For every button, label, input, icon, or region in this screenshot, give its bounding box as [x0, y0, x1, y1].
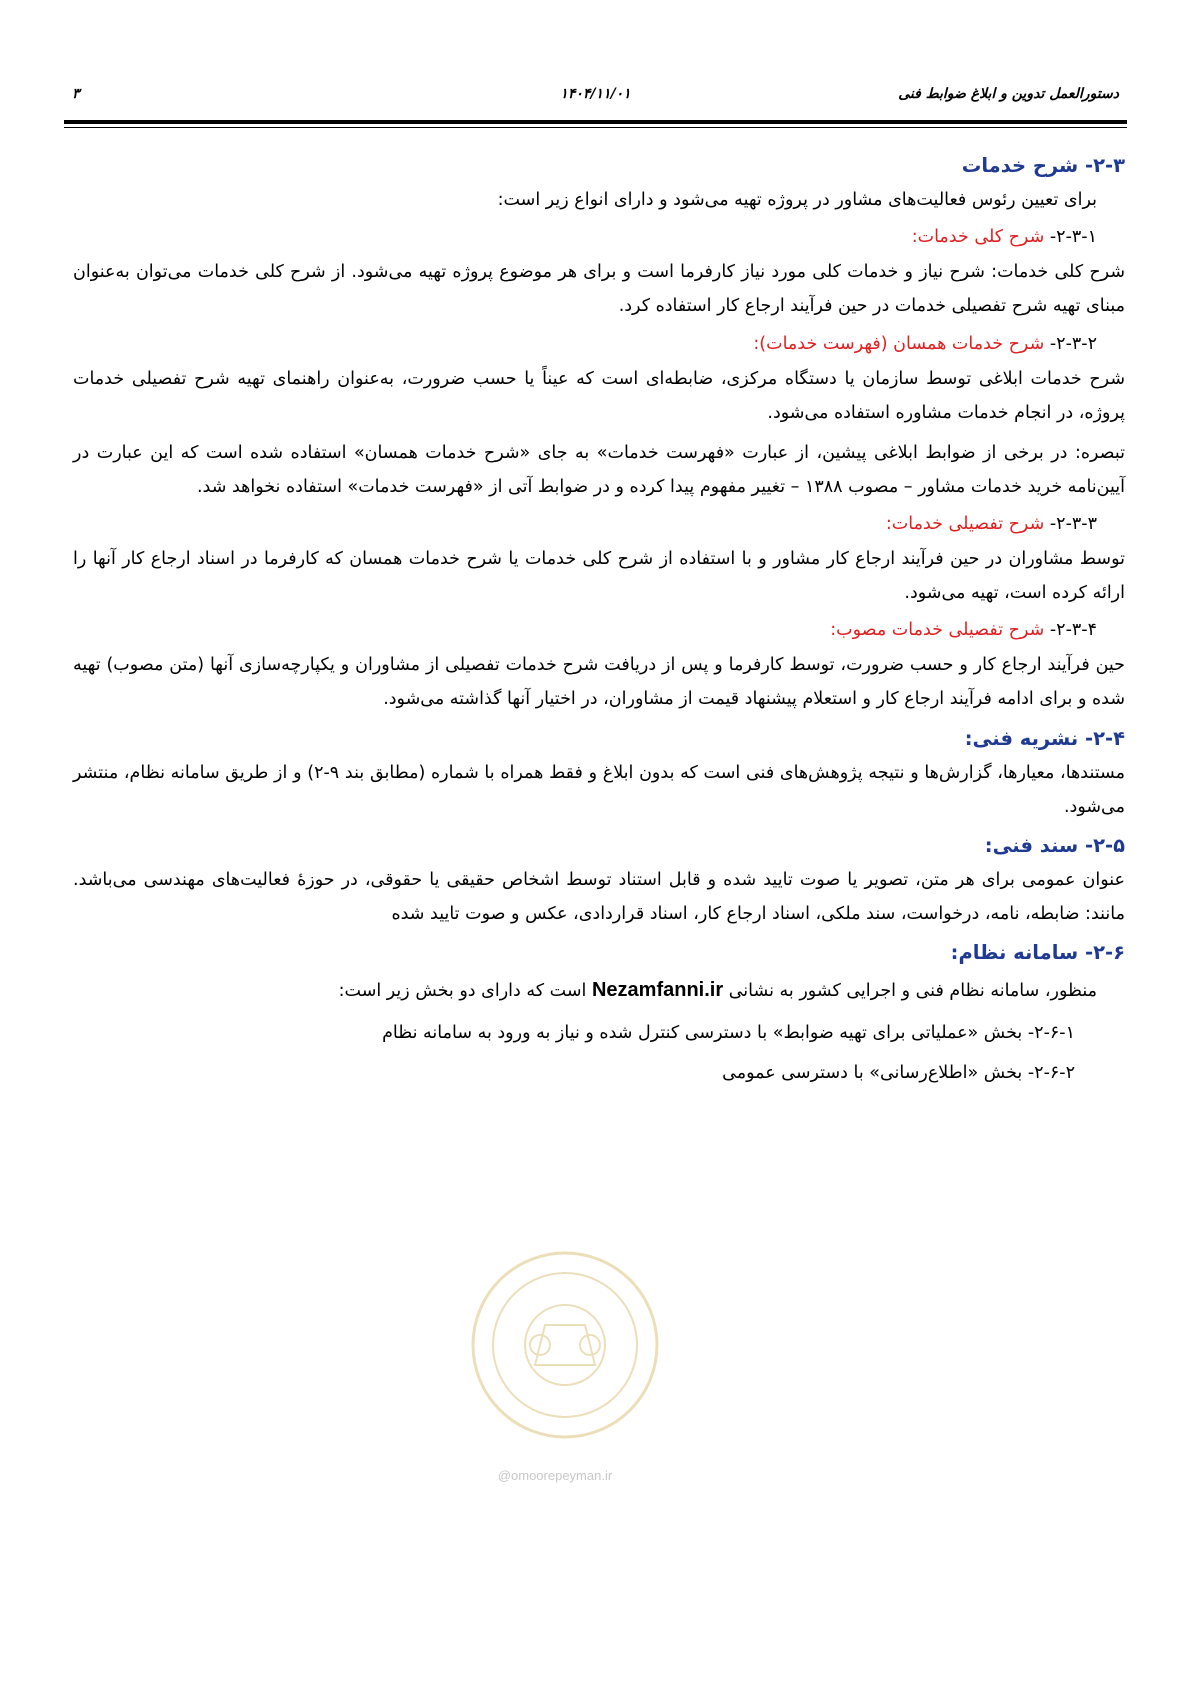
- section-2-4-text: مستندها، معیارها، گزارش‌ها و نتیجه پژوهش‌های فنی است که بدون ابلاغ و فقط همراه با شماره (مطابق بند ۹-۲) و از طریق سامانه نظام، منتشر می‌شود.: [73, 762, 1125, 817]
- subsection-2-3-3-heading: [73, 510, 1125, 538]
- section-2-5-text: عنوان عمومی برای هر متن، تصویر یا صوت تایید شده و قابل استناد توسط اشخاص حقیقی یا حقوقی، در حوزۀ فعالیت‌های مهندسی می‌باشد. مانند: ضابطه، نامه، درخواست، سند ملکی، اسناد ارجاع کار، اسناد قراردادی، عکس و صوت تایید شده: [73, 870, 1125, 925]
- section-heading-2-4: ۲-۴- نشریه فنی:: [964, 726, 1125, 750]
- list-item: ۲-۶-۲- بخش «اطلاع‌رسانی» با دسترسی عمومی: [722, 1062, 1075, 1083]
- header-page-number: ۳: [72, 86, 80, 102]
- subsection-number: ۲-۳-۳-: [1049, 514, 1097, 535]
- watermark-text: @omoorepeyman.ir: [497, 1468, 613, 1483]
- paragraph: شرح خدمات ابلاغی توسط سازمان یا دستگاه مرکزی، ضابطه‌ای است که عیناً یا حسب ضرورت، به‌عنوان راهنمای تهیه شرح تفصیلی خدمات پروژه، در انجام خدمات مشاوره استفاده می‌شود.: [73, 368, 1125, 423]
- paragraph: توسط مشاوران در حین فرآیند ارجاع کار مشاور و با استفاده از شرح کلی خدمات یا شرح خدمات همسان که کارفرما در اسناد ارجاع کار آنها را ارائه کرده است، تهیه می‌شود.: [73, 549, 1125, 604]
- subsection-title: شرح تفصیلی خدمات مصوب:: [830, 620, 1045, 641]
- subsection-2-3-1-heading: [73, 223, 1125, 251]
- section-2-6-text: [73, 971, 1125, 1010]
- seal-stamp-icon: [440, 1245, 690, 1445]
- subsection-title: شرح تفصیلی خدمات:: [885, 514, 1045, 535]
- section-2-6-text-before: منظور، سامانه نظام فنی و اجرایی کشور به نشانی: [728, 980, 1097, 1001]
- subsection-title: شرح خدمات همسان (فهرست خدمات):: [753, 333, 1045, 354]
- header-doc-title: دستورالعمل تدوین و ابلاغ ضوابط فنی: [898, 86, 1119, 102]
- section-2-6-text-after: است که دارای دو بخش زیر است:: [338, 980, 587, 1001]
- page-content: [73, 150, 1125, 1096]
- header-rule-thick: [64, 120, 1127, 124]
- subsection-number: ۲-۳-۱-: [1049, 227, 1097, 248]
- subsection-title: شرح کلی خدمات:: [911, 227, 1045, 248]
- section-heading-2-6: ۲-۶- سامانه نظام:: [950, 941, 1125, 965]
- paragraph: شرح کلی خدمات: شرح نیاز و خدمات کلی مورد نیاز کارفرما است و برای هر موضوع پروژه تهیه می‌شود. از شرح کلی خدمات می‌توان به‌عنوان مبنای تهیه شرح تفصیلی خدمات در حین فرآیند ارجاع کار استفاده کرد.: [73, 262, 1125, 317]
- paragraph-note: تبصره: در برخی از ضوابط ابلاغی پیشین، از عبارت «فهرست خدمات» به جای «شرح خدمات همسان» استفاده شده است که این عبارت در آیین‌نامه خرید خدمات مشاور – مصوب ۱۳۸۸ – تغییر مفهوم پیدا کرده و در ضوابط آتی از «فهرست خدمات» استفاده نخواهد شد.: [73, 442, 1125, 497]
- paragraph: حین فرآیند ارجاع کار و حسب ضرورت، توسط کارفرما و پس از دریافت شرح خدمات تفصیلی از مشاوران و یکپارچه‌سازی آنها (متن مصوب) تهیه شده و برای ادامه فرآیند ارجاع کار و استعلام پیشنهاد قیمت از مشاوران، در اختیار آنها گذاشته می‌شود.: [73, 655, 1125, 710]
- header-date: ۱۴۰۴/۱۱/۰۱: [560, 86, 631, 102]
- subsection-2-3-2-heading: [73, 330, 1125, 358]
- page-header: [72, 86, 1119, 116]
- subsection-2-3-4-heading: [73, 616, 1125, 644]
- section-heading-2-3: ۲-۳- شرح خدمات: [961, 154, 1125, 177]
- site-link[interactable]: Nezamfanni.ir: [591, 978, 724, 1001]
- section-2-3-intro: برای تعیین رئوس فعالیت‌های مشاور در پروژه تهیه می‌شود و دارای انواع زیر است:: [497, 190, 1097, 211]
- section-heading-2-5: ۲-۵- سند فنی:: [984, 834, 1125, 857]
- header-rule-thin: [64, 127, 1127, 128]
- subsection-number: ۲-۳-۴-: [1049, 620, 1097, 641]
- subsection-number: ۲-۳-۲-: [1049, 333, 1097, 354]
- list-item: ۲-۶-۱- بخش «عملیاتی برای تهیه ضوابط» با دسترسی کنترل شده و نیاز به ورود به سامانه نظام: [382, 1022, 1075, 1043]
